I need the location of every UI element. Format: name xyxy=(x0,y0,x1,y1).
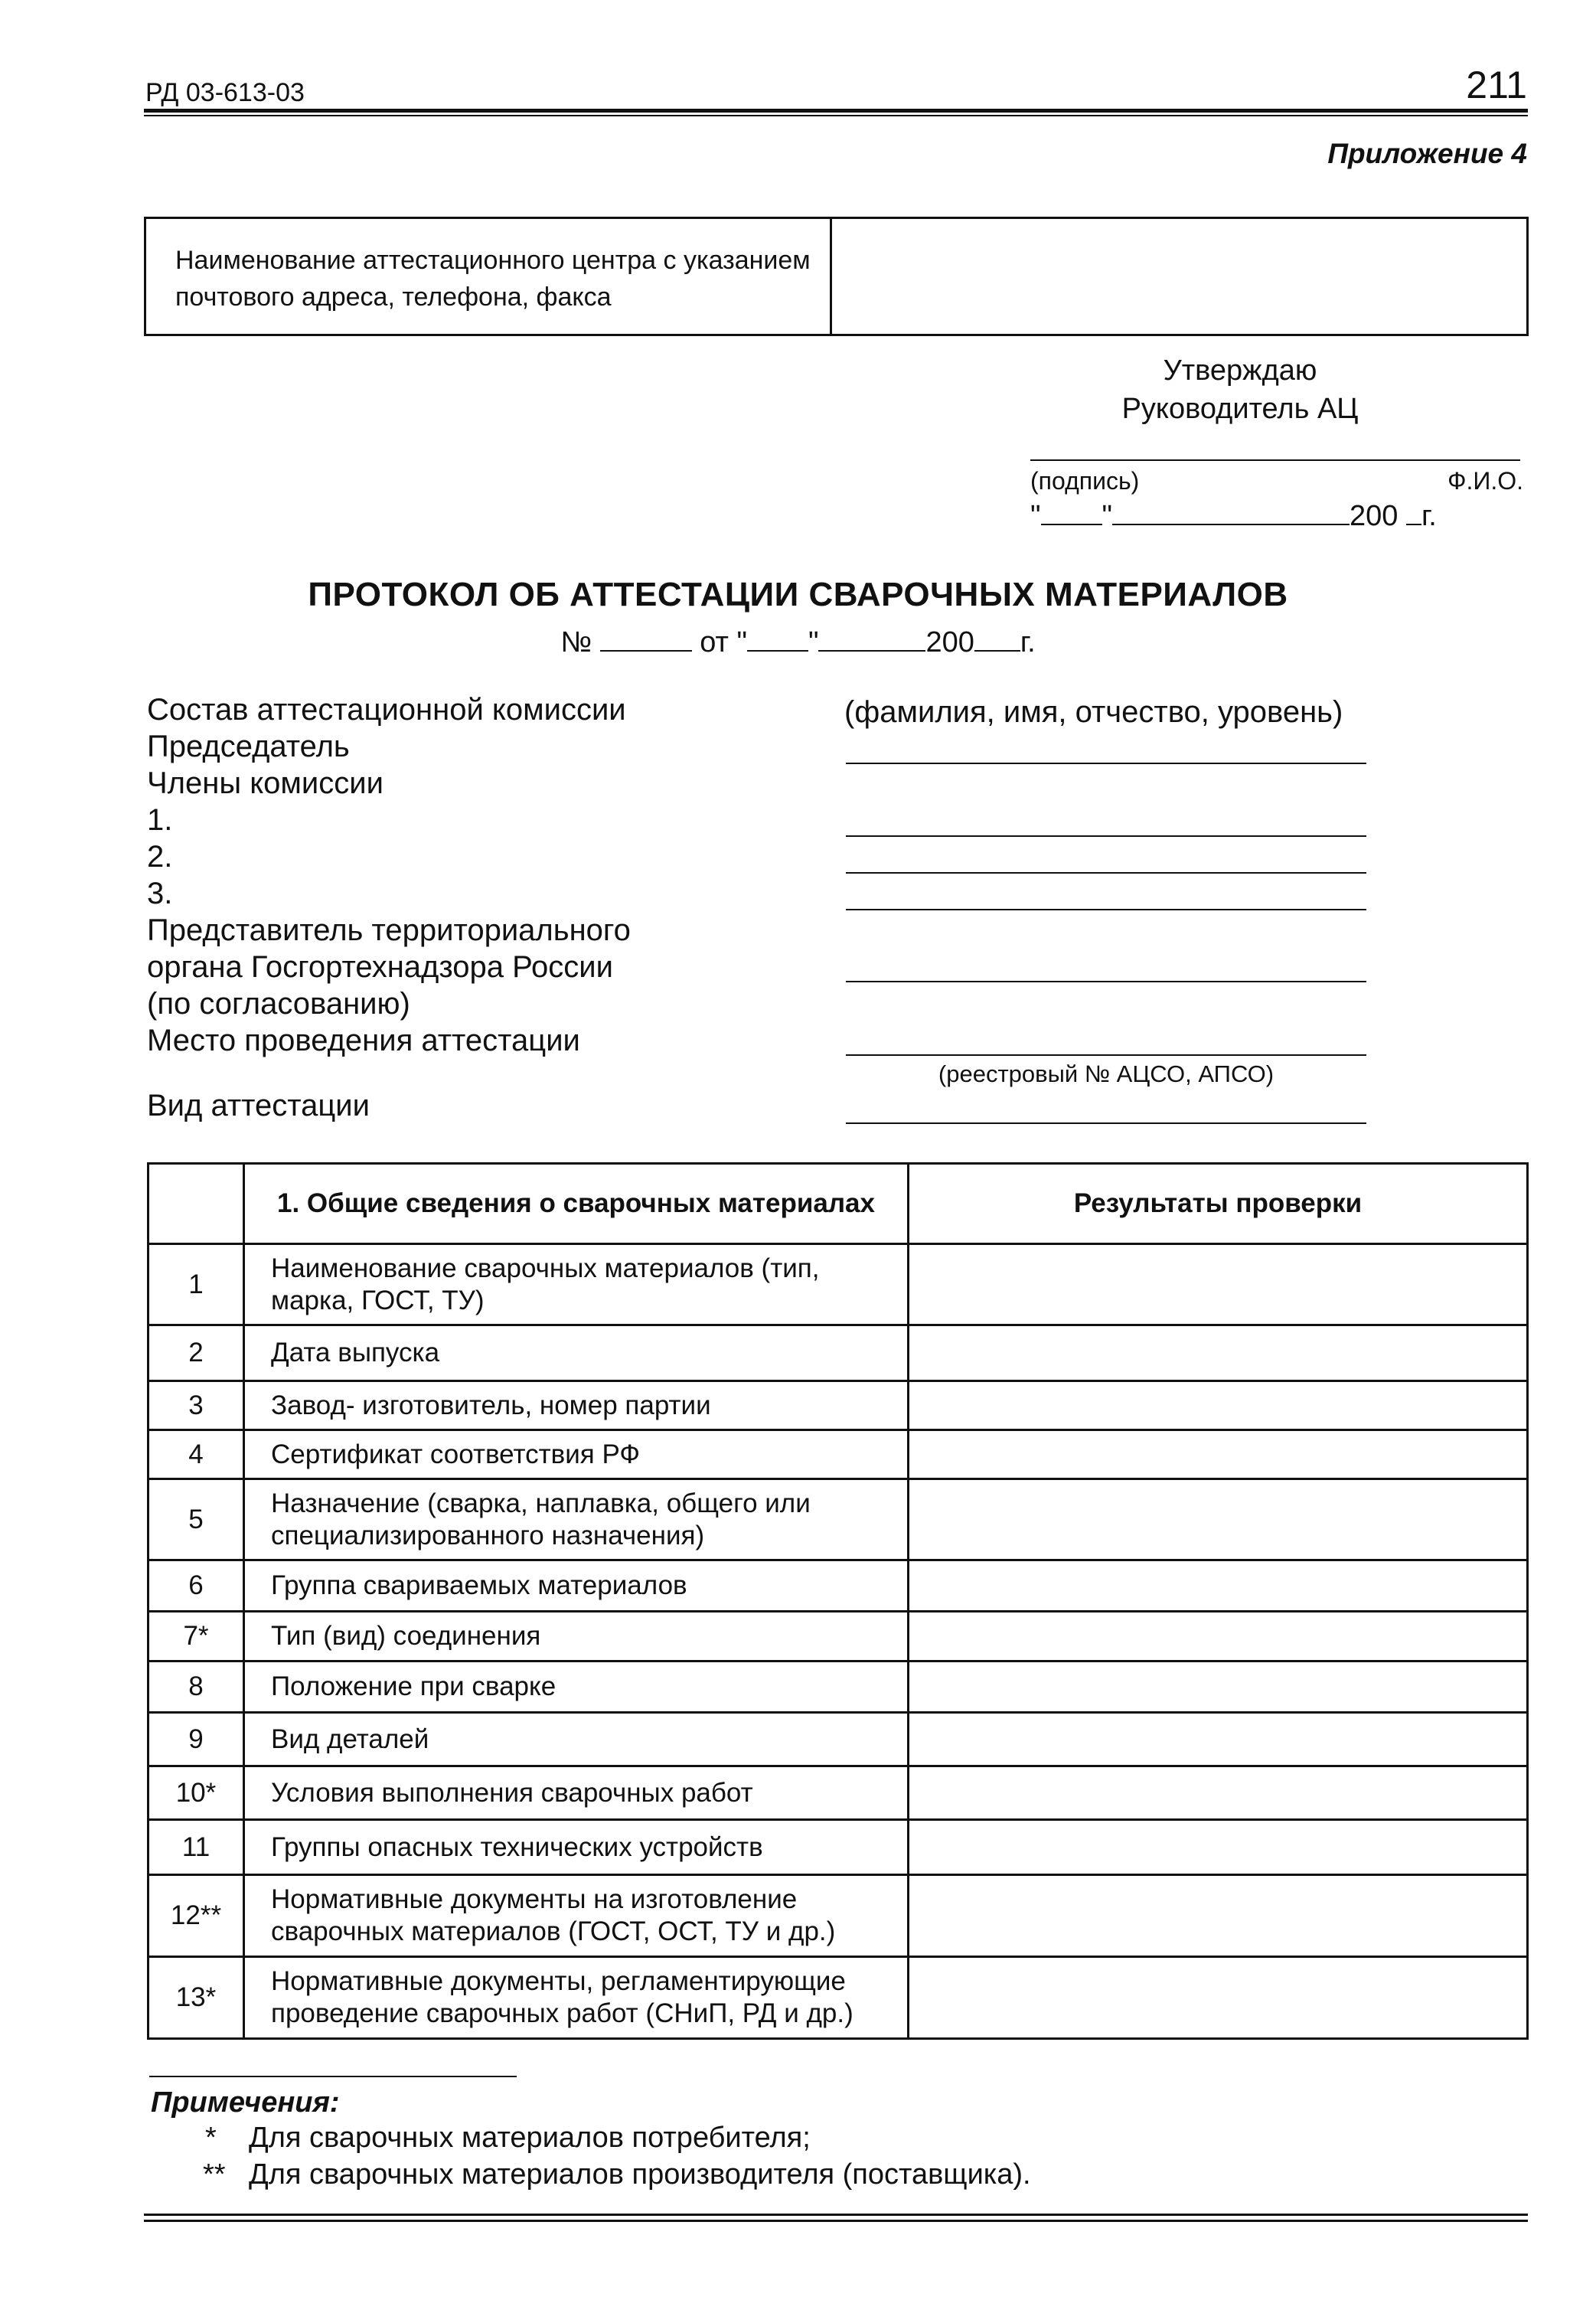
table-row xyxy=(149,1957,1528,2039)
row-result-field[interactable] xyxy=(909,1661,1528,1713)
signature-line[interactable] xyxy=(1030,459,1520,461)
row-number: 10* xyxy=(149,1766,244,1820)
protocol-title: ПРОТОКОЛ ОБ АТТЕСТАЦИИ СВАРОЧНЫХ МАТЕРИАЛОВ xyxy=(308,576,1288,613)
row-number: 9 xyxy=(149,1713,244,1766)
table-row xyxy=(149,1325,1528,1381)
row-text: Нормативные документы, регламентирующие проведение сварочных работ (СНиП, РД и др.) xyxy=(244,1957,909,2039)
member-2-label: 2. xyxy=(147,840,173,874)
approval-day-field[interactable] xyxy=(1041,498,1102,525)
row-number: 12** xyxy=(149,1875,244,1957)
row-text: Завод- изготовитель, номер партии xyxy=(244,1381,909,1430)
header-rule-thin xyxy=(144,115,1528,116)
row-text: Дата выпуска xyxy=(244,1325,909,1381)
row-result-field[interactable] xyxy=(909,1713,1528,1766)
table-row xyxy=(149,1381,1528,1430)
note-2-text: Для сварочных материалов производителя (поставщика). xyxy=(249,2158,1031,2191)
table-row xyxy=(149,1479,1528,1560)
quote-open: " xyxy=(736,626,747,658)
member-3-field[interactable] xyxy=(846,909,1366,910)
certification-center-box xyxy=(144,217,1529,336)
member-1-field[interactable] xyxy=(846,835,1366,837)
approval-year-prefix: 200 xyxy=(1350,500,1399,532)
table-row xyxy=(149,1875,1528,1957)
table-row xyxy=(149,1766,1528,1820)
note-1-text: Для сварочных материалов потребителя; xyxy=(249,2122,811,2154)
row-number: 11 xyxy=(149,1820,244,1875)
approval-date xyxy=(1030,498,1520,533)
protocol-number-field[interactable] xyxy=(600,624,692,652)
footer-rule-second xyxy=(144,2220,1528,2222)
kind-label: Вид аттестации xyxy=(147,1089,370,1122)
table-header-row xyxy=(149,1164,1528,1244)
fio-hint: (фамилия, имя, отчество, уровень) xyxy=(844,695,1343,729)
row-result-field[interactable] xyxy=(909,1612,1528,1661)
row-text: Вид деталей xyxy=(244,1713,909,1766)
row-number: 6 xyxy=(149,1560,244,1612)
protocol-year-suffix: г. xyxy=(1020,626,1036,658)
row-number: 4 xyxy=(149,1430,244,1479)
note-1-mark: * xyxy=(205,2122,217,2154)
place-field[interactable] xyxy=(846,1054,1366,1056)
table-row xyxy=(149,1612,1528,1661)
signature-caption: (подпись) xyxy=(1030,467,1140,495)
chairman-field[interactable] xyxy=(846,763,1366,764)
place-label: Место проведения аттестации xyxy=(147,1024,580,1057)
certification-center-label: Наименование аттестационного центра с указанием почтового адреса, телефона, факса xyxy=(146,219,832,334)
kind-field[interactable] xyxy=(846,1122,1366,1124)
row-result-field[interactable] xyxy=(909,1430,1528,1479)
member-3-label: 3. xyxy=(147,877,173,910)
row-result-field[interactable] xyxy=(909,1560,1528,1612)
protocol-number-date xyxy=(0,624,1596,659)
row-number: 1 xyxy=(149,1244,244,1325)
row-number: 5 xyxy=(149,1479,244,1560)
row-text: Группы опасных технических устройств xyxy=(244,1820,909,1875)
commission-composition-label: Состав аттестационной комиссии xyxy=(147,693,626,727)
representative-label-line2: органа Госгортехнадзора России xyxy=(147,950,613,984)
row-text: Условия выполнения сварочных работ xyxy=(244,1766,909,1820)
row-number: 7* xyxy=(149,1612,244,1661)
from-label: от xyxy=(700,626,729,658)
appendix-label: Приложение 4 xyxy=(1327,138,1527,169)
row-text: Тип (вид) соединения xyxy=(244,1612,909,1661)
row-text: Нормативные документы на изготовление сварочных материалов (ГОСТ, ОСТ, ТУ и др.) xyxy=(244,1875,909,1957)
table-row xyxy=(149,1820,1528,1875)
notes-separator xyxy=(149,2076,517,2077)
protocol-day-field[interactable] xyxy=(747,624,808,652)
protocol-year-prefix: 200 xyxy=(925,626,974,658)
note-2-mark: ** xyxy=(203,2158,226,2191)
member-2-field[interactable] xyxy=(846,872,1366,874)
row-number: 3 xyxy=(149,1381,244,1430)
quote-close: " xyxy=(1102,500,1112,532)
quote-close: " xyxy=(808,626,819,658)
approval-year-suffix: г. xyxy=(1421,500,1437,532)
approval-month-field[interactable] xyxy=(1112,498,1350,525)
row-number: 2 xyxy=(149,1325,244,1381)
representative-label-line3: (по согласованию) xyxy=(147,987,410,1021)
table-row xyxy=(149,1713,1528,1766)
header-section: 1. Общие сведения о сварочных материалах xyxy=(244,1164,909,1244)
representative-label-line1: Представитель территориального xyxy=(147,913,631,947)
approval-year-field[interactable] xyxy=(1406,498,1421,525)
certification-center-field[interactable] xyxy=(832,219,1526,334)
row-result-field[interactable] xyxy=(909,1820,1528,1875)
quote-open: " xyxy=(1030,500,1041,532)
row-result-field[interactable] xyxy=(909,1875,1528,1957)
table-row xyxy=(149,1430,1528,1479)
row-result-field[interactable] xyxy=(909,1244,1528,1325)
row-text: Наименование сварочных материалов (тип, марка, ГОСТ, ТУ) xyxy=(244,1244,909,1325)
row-text: Положение при сварке xyxy=(244,1661,909,1713)
notes-title: Примечения: xyxy=(151,2086,340,2119)
header-results: Результаты проверки xyxy=(909,1164,1528,1244)
page-number: 211 xyxy=(1466,64,1527,106)
chairman-label: Председатель xyxy=(147,730,350,763)
row-result-field[interactable] xyxy=(909,1957,1528,2039)
row-result-field[interactable] xyxy=(909,1479,1528,1560)
row-text: Группа свариваемых материалов xyxy=(244,1560,909,1612)
document-code: РД 03-613-03 xyxy=(145,78,305,107)
registry-hint: (реестровый № АЦСО, АПСО) xyxy=(938,1060,1275,1087)
row-result-field[interactable] xyxy=(909,1381,1528,1430)
row-number: 8 xyxy=(149,1661,244,1713)
protocol-year-field[interactable] xyxy=(974,624,1020,652)
row-text: Сертификат соответствия РФ xyxy=(244,1430,909,1479)
materials-table xyxy=(147,1162,1529,2040)
members-label: Члены комиссии xyxy=(147,766,383,800)
row-result-field[interactable] xyxy=(909,1766,1528,1820)
approver-title: Руководитель АЦ xyxy=(1121,393,1359,425)
table-row xyxy=(149,1661,1528,1713)
member-1-label: 1. xyxy=(147,803,173,837)
footer-rule xyxy=(144,2214,1528,2216)
table-row xyxy=(149,1244,1528,1325)
table-row xyxy=(149,1560,1528,1612)
row-text: Назначение (сварка, наплавка, общего или специализированного назначения) xyxy=(244,1479,909,1560)
approval-word: Утверждаю xyxy=(1163,355,1317,387)
fio-caption: Ф.И.О. xyxy=(1447,467,1523,495)
row-number: 13* xyxy=(149,1957,244,2039)
header-num xyxy=(149,1164,244,1244)
representative-field[interactable] xyxy=(846,981,1366,982)
number-label: № xyxy=(560,626,592,658)
row-result-field[interactable] xyxy=(909,1325,1528,1381)
protocol-month-field[interactable] xyxy=(818,624,925,652)
header-rule xyxy=(144,109,1528,113)
